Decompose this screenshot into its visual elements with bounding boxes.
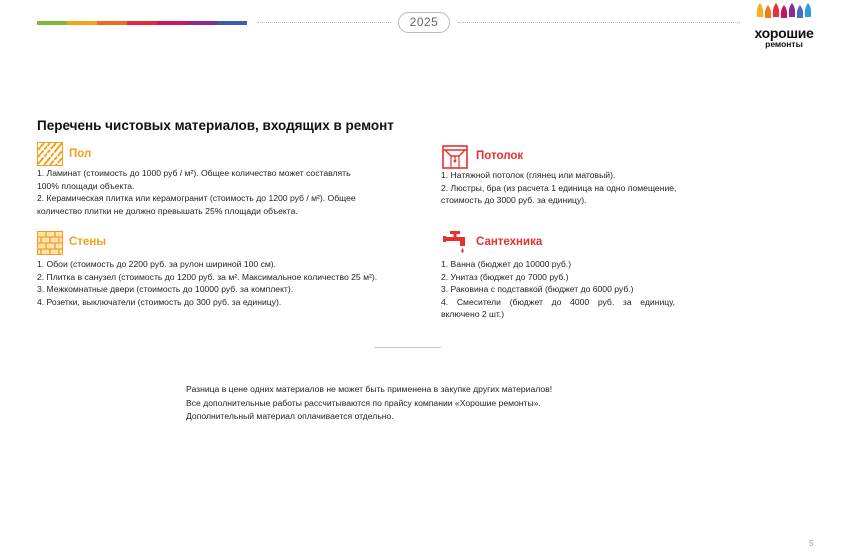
list-item: 4. Смесители (бюджет до 4000 руб. за единицу, [441,296,675,307]
year-badge: 2025 [398,12,450,33]
list-item: 4. Розетки, выключатели (стоимость до 300 руб. за единицу). [37,296,282,307]
list-item: 1. Ванна (бюджет до 10000 руб.) [441,259,572,269]
list-item: количество плитки не должно превышать 25% площади объекта. [37,205,298,216]
section-list-floor [37,167,356,217]
section-list-walls [37,258,377,308]
notes-block [186,383,552,424]
header-dotted-line-right [458,22,740,23]
list-item: 2. Плитка в санузел (стоимость до 1200 руб. за м². Максимальное количество 25 м²). [37,271,378,282]
section-list-ceiling [441,169,675,207]
stripe-segment [37,21,67,25]
faucet-icon [442,230,468,254]
stripe-segment [127,21,157,25]
list-item: 2. Унитаз (бюджет до 7000 руб.) [441,271,569,282]
company-logo [752,2,816,49]
list-item: 1. Натяжной потолок (глянец или матовый). [441,170,616,180]
header-dotted-line-left [257,22,391,23]
section-title-walls: Стены [69,236,107,248]
stripe-segment [187,21,217,25]
list-item: 2. Люстры, бра (из расчета 1 единица на одно помещение, [441,182,677,193]
list-item: 3. Межкомнатные двери (стоимость до 10000 руб. за комплект). [37,284,294,295]
stripe-segment [157,21,187,25]
logo-text-line2: ремонты [765,39,803,49]
stripe-segment [67,21,97,25]
list-item: 1. Обои (стоимость до 2200 руб. за рулон шириной 100 см). [37,259,277,269]
section-list-plumbing [441,258,675,321]
list-item: включено 2 шт.) [441,309,505,320]
page-title: Перечень чистовых материалов, входящих в ремонт [37,118,394,133]
section-title-ceiling: Потолок [476,150,524,162]
section-title-plumbing: Сантехника [476,236,543,248]
list-item: 2. Керамическая плитка или керамогранит (стоимость до 1200 руб / м²). Общее [37,193,356,204]
list-item: 3. Раковина с подставкой (бюджет до 6000 руб.) [441,284,634,295]
page-number: 5 [809,539,814,548]
parquet-icon [37,142,63,166]
note-line: Все дополнительные работы рассчитываются по прайсу компании «Хорошие ремонты». [186,397,541,408]
brand-color-stripe [37,21,247,25]
list-item: стоимость до 3000 руб. за единицу). [441,195,587,206]
section-title-floor: Пол [69,148,92,160]
note-line: Дополнительный материал оплачивается отдельно. [186,411,394,422]
stripe-segment [217,21,247,25]
logo-paint-drops-icon [752,2,816,20]
brick-wall-icon [37,231,63,255]
stripe-segment [97,21,127,25]
list-item: 100% площади объекта. [37,180,135,191]
list-item: 1. Ламинат (стоимость до 1000 руб / м²). Общее количество может составлять [37,168,351,178]
note-line: Разница в цене одних материалов не может быть применена в закупке других материалов! [186,384,553,394]
separator-line [374,347,441,348]
stretch-ceiling-icon [442,145,468,169]
logo-text-line1: хорошие [754,25,814,41]
